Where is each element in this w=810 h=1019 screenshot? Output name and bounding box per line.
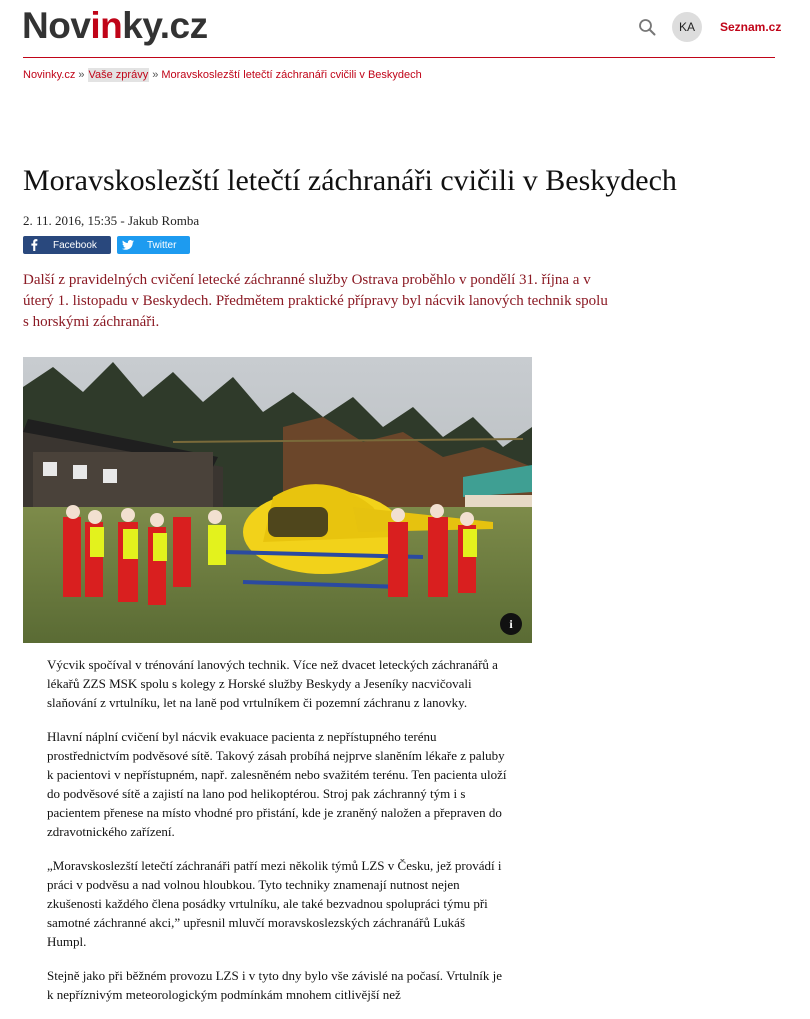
- seznam-link[interactable]: Seznam.cz: [720, 20, 782, 34]
- search-icon[interactable]: [638, 18, 656, 36]
- share-facebook-button[interactable]: [23, 236, 111, 254]
- article-paragraph: Hlavní náplní cvičení byl nácvik evakuace pacienta z nepřístupného terénu prostřednictvím podvěsové sítě. Takový zásah probíhá nejprve slaněním lékaře z paluby k pacientovi v nepřístupném, např. zalesněném nebo svažitém terénu. Ten pacienta uloží do podvěsové sítě a zajistí na lano pod helikoptérou. Stroj pak záchranný tým i s pacientem přenese na místo vhodné pro přistání, kde je zraněný naložen a přepraven do zdravotnického zařízení.: [47, 729, 507, 839]
- breadcrumb-current[interactable]: Moravskoslezští letečtí záchranáři cvičili v Beskydech: [161, 69, 422, 81]
- breadcrumb-home[interactable]: Novinky.cz: [23, 69, 76, 81]
- header-divider: [23, 57, 775, 58]
- facebook-icon: [23, 239, 45, 251]
- article-paragraph: „Moravskoslezští letečtí záchranáři patří mezi několik týmů LZS v Česku, jež provádí i práci v podvěsu a nad volnou hloubkou. Tyto techniky znamenají nutnost nejen zkušenosti každého člena posádky vrtulníku, ale také bezvadnou spolupráci týmu při samotné záchranné akci,” upřesnil mluvčí moravskoslezských záchranářů Lukáš Humpl.: [47, 858, 502, 949]
- site-header: [0, 0, 810, 58]
- breadcrumb-separator: »: [78, 69, 85, 81]
- site-logo[interactable]: [22, 4, 208, 48]
- logo-accent: in: [90, 5, 123, 46]
- breadcrumb-separator: »: [152, 69, 159, 81]
- breadcrumb: [23, 69, 422, 81]
- logo-prefix: Nov: [22, 5, 91, 46]
- helicopter-photo: [23, 357, 532, 643]
- article-body: [47, 655, 507, 1019]
- twitter-icon: [117, 240, 139, 250]
- article-paragraph: Stejně jako při běžném provozu LZS i v tyto dny bylo vše závislé na počasí. Vrtulník je k nepříznivým meteorologickým podmínkám mnohem citlivější než: [47, 968, 502, 1002]
- article-paragraph: Výcvik spočíval v trénování lanových technik. Více než dvacet leteckých záchranářů a lékařů ZZS MSK spolu s kolegy z Horské služby Beskydy a Jeseníky nacvičovali slaňování z vrtulníku, let na laně pod vrtulníkem či pozemní záchranu z lanovky.: [47, 657, 498, 710]
- share-twitter-label: Twitter: [147, 239, 177, 251]
- info-icon[interactable]: i: [500, 613, 522, 635]
- article-photo[interactable]: [23, 357, 532, 643]
- user-avatar[interactable]: KA: [672, 12, 702, 42]
- article-byline: 2. 11. 2016, 15:35 - Jakub Romba: [23, 213, 200, 228]
- article-perex: Další z pravidelných cvičení letecké záchranné služby Ostrava proběhlo v pondělí 31. října a v úterý 1. listopadu v Beskydech. Předmětem praktické přípravy byl nácvik lanových technik spolu s horskými záchranáři.: [23, 272, 608, 330]
- article-title: Moravskoslezští letečtí záchranáři cvičili v Beskydech: [23, 164, 677, 197]
- logo-suffix: ky.cz: [122, 5, 208, 46]
- breadcrumb-section[interactable]: Vaše zprávy: [88, 69, 149, 81]
- share-twitter-button[interactable]: [117, 236, 190, 254]
- share-facebook-label: Facebook: [53, 239, 97, 251]
